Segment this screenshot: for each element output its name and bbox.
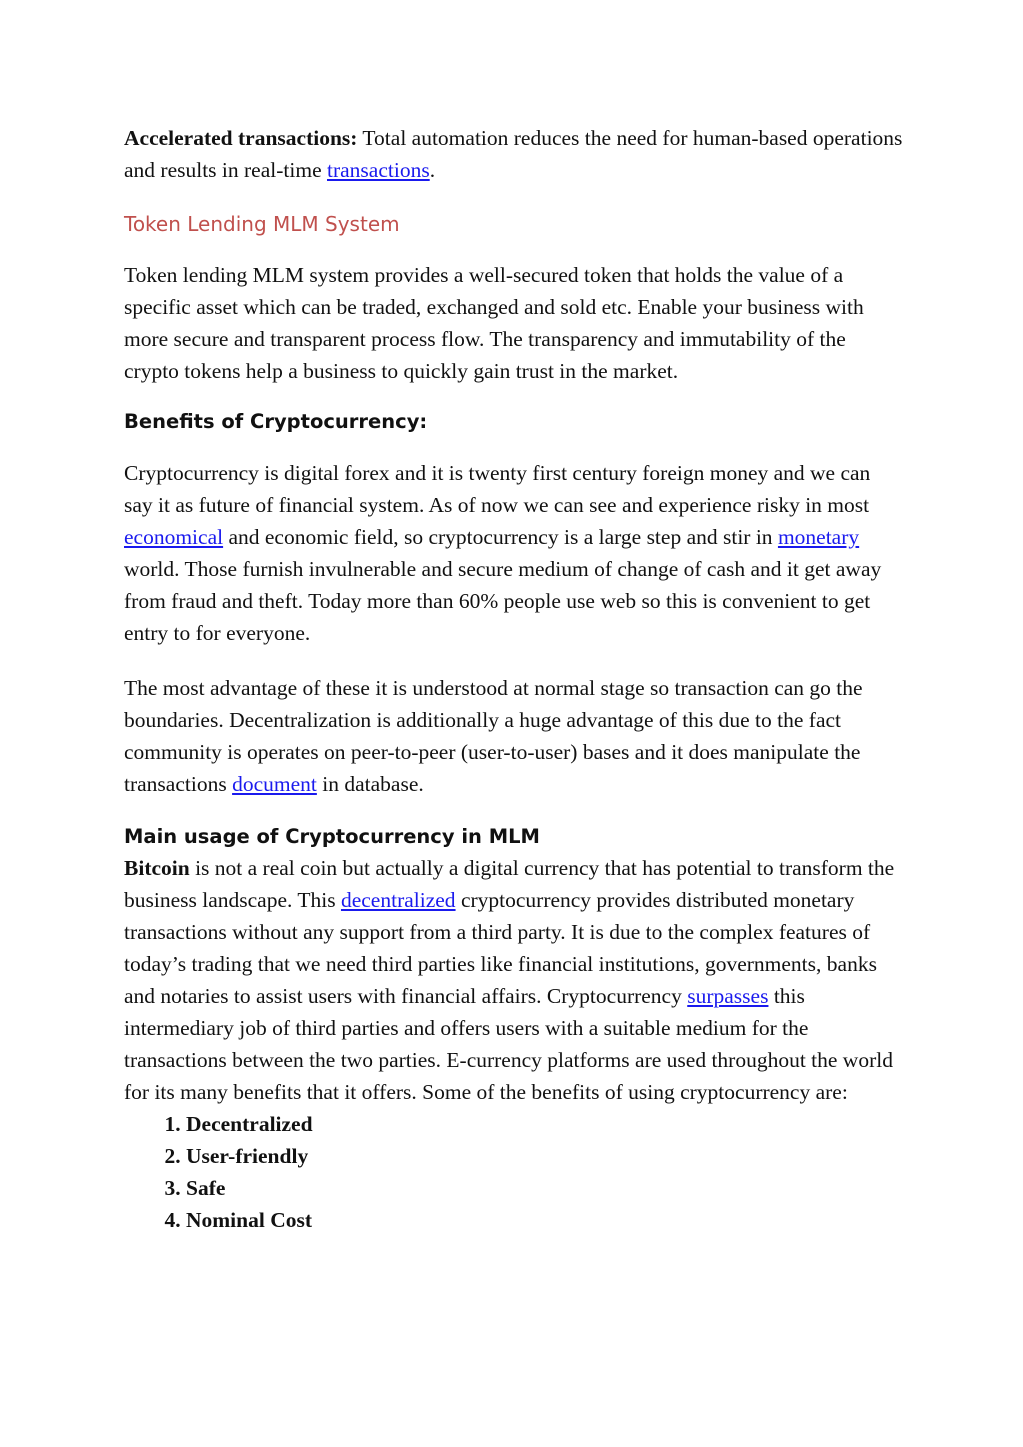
accelerated-transactions-text: Total automation reduces the need for human-based operations and results in real-time: [124, 126, 903, 182]
benefits-paragraph-2: [124, 672, 904, 800]
benefits-paragraph-1: [124, 457, 904, 649]
usage-text-a: is not a real coin but actually a digital currency that has potential to transform the business landscape. This: [124, 856, 895, 912]
benefits-list: [124, 1108, 904, 1236]
benefits-p1-text-c: world. Those furnish invulnerable and secure medium of change of cash and it get away from fraud and theft. Today more than 60% people use web so this is convenient to get entry to for everyone.: [124, 557, 882, 645]
list-item: 3. Safe: [186, 1172, 904, 1204]
usage-text-c: this intermediary job of third parties and offers users with a suitable medium for the transactions between the two parties. E-currency platforms are used throughout the world for its many benefits that it offers. Some of the benefits of using cryptocurrency are:: [124, 984, 893, 1104]
token-lending-heading: Token Lending MLM System: [124, 212, 400, 236]
bitcoin-label: Bitcoin: [124, 856, 190, 880]
token-lending-paragraph: Token lending MLM system provides a well-secured token that holds the value of a specific asset which can be traded, exchanged and sold etc. Enable your business with more secure and transparent process flow. The transparency and immutability of the crypto tokens help a business to quickly gain trust in the market.: [124, 263, 864, 383]
list-item: 1. Decentralized: [186, 1108, 904, 1140]
usage-text-b: cryptocurrency provides distributed monetary transactions without any support from a third party. It is due to the complex features of today’s trading that we need third parties like financial institutions, governments, banks and notaries to assist users with financial affairs. Cryptocurrency: [124, 888, 877, 1008]
decentralized-link[interactable]: decentralized: [340, 888, 456, 912]
surpasses-link[interactable]: surpasses: [687, 984, 769, 1008]
benefits-p2-text-a: The most advantage of these it is understood at normal stage so transaction can go the boundaries. Decentralization is additionally a huge advantage of this due to the fact community is operates on peer-to-peer (user-to-user) bases and it does manipulate the transactions: [124, 676, 863, 796]
main-usage-paragraph: [124, 852, 904, 1108]
main-usage-heading: Main usage of Cryptocurrency in MLM: [124, 825, 540, 848]
transactions-link[interactable]: transactions: [327, 158, 430, 182]
benefits-heading: Benefits of Cryptocurrency:: [124, 410, 428, 433]
document-page: [124, 122, 904, 1236]
economical-link[interactable]: economical: [124, 525, 224, 549]
accelerated-transactions-end: .: [429, 158, 436, 182]
accelerated-transactions-label: Accelerated transactions:: [124, 126, 358, 150]
accelerated-transactions-paragraph: [124, 122, 904, 186]
list-item: 4. Nominal Cost: [186, 1204, 904, 1236]
benefits-p1-text-a: Cryptocurrency is digital forex and it is twenty first century foreign money and we can say it as future of financial system. As of now we can see and experience risky in most: [124, 461, 871, 517]
benefits-p1-text-b: and economic field, so cryptocurrency is a large step and stir in: [223, 525, 778, 549]
monetary-link[interactable]: monetary: [777, 525, 860, 549]
benefits-p2-text-b: in database.: [316, 772, 424, 796]
list-item: 2. User-friendly: [186, 1140, 904, 1172]
document-link[interactable]: document: [232, 772, 317, 796]
